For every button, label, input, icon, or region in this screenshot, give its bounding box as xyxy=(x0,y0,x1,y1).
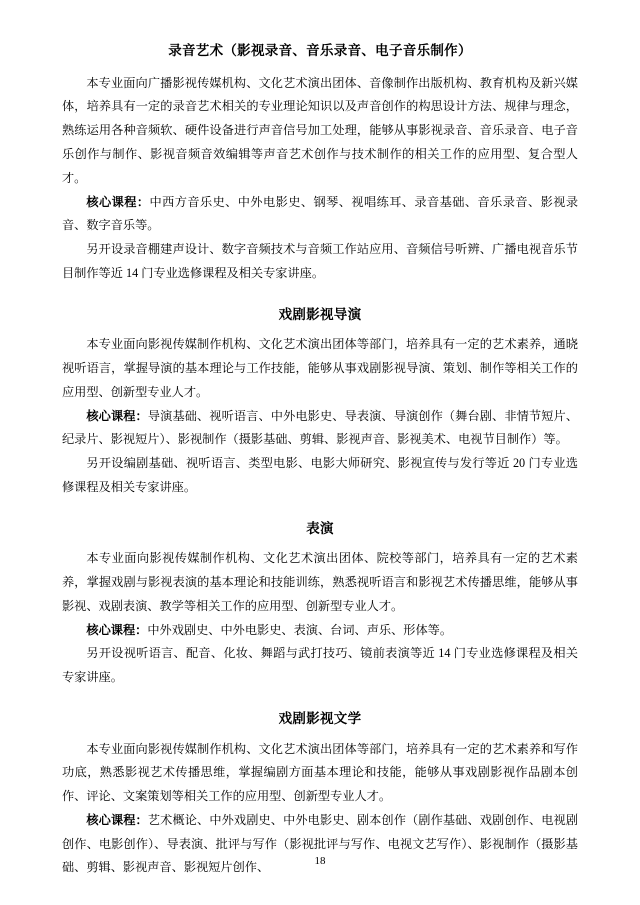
core-courses-label: 核心课程： xyxy=(86,812,148,827)
section-recording-arts xyxy=(62,40,578,286)
section-3-paragraph-0: 本专业面向影视传媒制作机构、文化艺术演出团体等部门，培养具有一定的艺术素养和写作功底，熟悉影视艺术传播思维，掌握编剧方面基本理论和技能，能够从事戏剧影视作品剧本创作、评论、文案策划等相关工作的应用型、创新型专业人才。 xyxy=(62,741,578,804)
section-2-core-courses xyxy=(62,619,578,643)
page-title: 录音艺术（影视录音、音乐录音、电子音乐制作） xyxy=(168,43,472,58)
core-courses-label: 核心课程： xyxy=(86,194,150,209)
section-1-electives: 另开设编剧基础、视听语言、类型电影、电影大师研究、影视宣传与发行等近 20 门专业选修课程及相关专家讲座。 xyxy=(62,456,578,494)
section-3-heading: 戏剧影视文学 xyxy=(278,710,362,726)
core-courses-text: 中外戏剧史、中外电影史、表演、台词、声乐、形体等。 xyxy=(147,622,453,637)
section-2-heading: 表演 xyxy=(306,520,334,536)
section-0-electives: 另开设录音棚建声设计、数字音频技术与音频工作站应用、音频信号听辨、广播电视音乐节目制作等近 14 门专业选修课程及相关专家讲座。 xyxy=(62,242,578,280)
section-1-heading: 戏剧影视导演 xyxy=(278,306,362,322)
section-1-paragraph-0: 本专业面向影视传媒制作机构、文化艺术演出团体等部门，培养具有一定的艺术素养，通晓视听语言，掌握导演的基本理论与工作技能，能够从事戏剧影视导演、策划、制作等相关工作的应用型、创新型专业人才。 xyxy=(62,337,578,399)
section-0-paragraph-0: 本专业面向广播影视传媒机构、文化艺术演出团体、音像制作出版机构、教育机构及新兴媒体，培养具有一定的录音艺术相关的专业理论知识以及声音创作的构思设计方法、规律与理念，熟练运用各种音频软、硬件设备进行声音信号加工处理，能够从事影视录音、音乐录音、电子音乐创作与制作、影视音频音效编辑等声音艺术创作与技术制作的相关工作的应用型、复合型人才。 xyxy=(62,75,578,185)
section-0-core-courses xyxy=(62,191,578,239)
section-performance xyxy=(62,518,578,690)
page-number: 18 xyxy=(314,855,326,867)
core-courses-label: 核心课程： xyxy=(86,408,148,423)
core-courses-text: 导演基础、视听语言、中外电影史、导表演、导演创作（舞台剧、非情节短片、纪录片、影视短片）、影视制作（摄影基础、剪辑、影视声音、影视美术、电视节目制作）等。 xyxy=(62,408,579,447)
core-courses-label: 核心课程： xyxy=(86,622,148,637)
section-drama-film-directing xyxy=(62,304,578,500)
section-2-paragraph-0: 本专业面向影视传媒制作机构、文化艺术演出团体、院校等部门，培养具有一定的艺术素养，掌握戏剧与影视表演的基本理论和技能训练，熟悉视听语言和影视艺术传播思维，能够从事影视、戏剧表演、教学等相关工作的应用型、创新型专业人才。 xyxy=(62,551,578,613)
core-courses-text: 中西方音乐史、中外电影史、钢琴、视唱练耳、录音基础、音乐录音、影视录音、数字音乐等。 xyxy=(62,194,579,233)
section-3-core-courses xyxy=(62,809,578,880)
core-courses-text: 艺术概论、中外戏剧史、中外电影史、剧本创作（剧作基础、戏剧创作、电视剧创作、电影创作）、导表演、批评与写作（影视批评与写作、电视文艺写作）、影视制作（摄影基础、剪辑、影视声音、影视短片创作、 xyxy=(62,812,579,875)
section-2-electives: 另开设视听语言、配音、化妆、舞蹈与武打技巧、镜前表演等近 14 门专业选修课程及相关专家讲座。 xyxy=(62,646,578,685)
section-1-core-courses xyxy=(62,405,578,453)
document-content xyxy=(62,40,578,880)
